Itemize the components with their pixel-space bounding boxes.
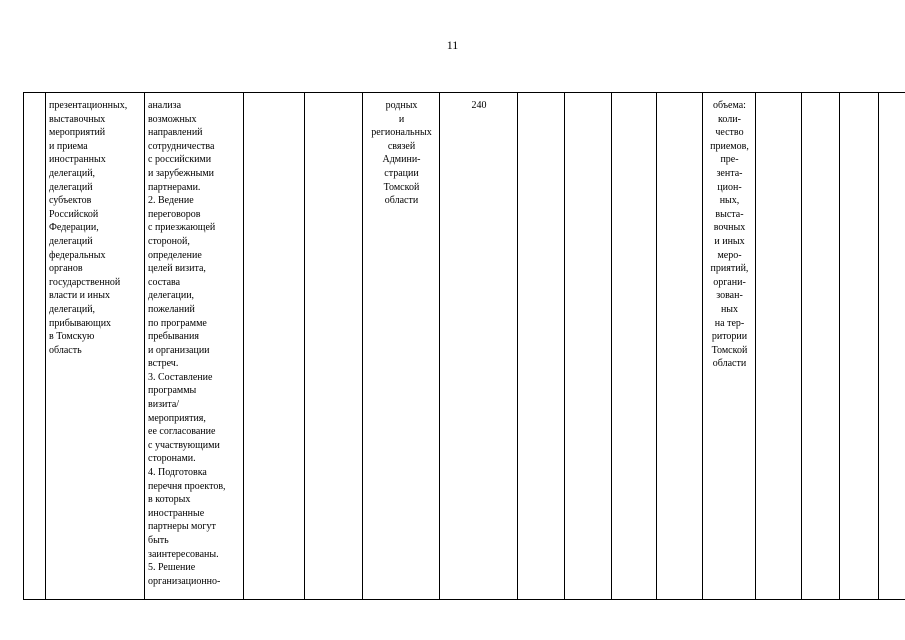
table-cell bbox=[244, 93, 305, 600]
table-cell bbox=[657, 93, 703, 600]
table-cell bbox=[802, 93, 840, 600]
table-cell bbox=[612, 93, 657, 600]
table-cell bbox=[518, 93, 565, 600]
table-row bbox=[24, 93, 905, 600]
table-cell bbox=[840, 93, 879, 600]
document-table bbox=[23, 92, 905, 600]
table-cell-amount: 240 bbox=[440, 93, 518, 600]
table-cell bbox=[879, 93, 905, 600]
table-cell-index bbox=[24, 93, 46, 600]
table-cell bbox=[756, 93, 802, 600]
page-number: 11 bbox=[446, 38, 459, 52]
table-cell-indicator: объема: коли- чество приемов, пре- зента- цион- ных, выста- вочных и иных меро- приятий, органи- зован- ных на тер- ритории Томской области bbox=[703, 93, 756, 600]
table-cell-steps: анализа возможных направлений сотрудничества с российскими и зарубежными партнерами. 2. Ведение переговоров с приезжающей стороной, определение целей визита, состава делегации, пожеланий по программе пребывания и организации встреч. 3. Составление программы визита/ мероприятия, ее согласование с участвующими сторонами. 4. Подготовка перечня проектов, в которых иностранные партнеры могут быть заинтересованы. 5. Решение организационно- bbox=[145, 93, 244, 600]
table-cell bbox=[565, 93, 612, 600]
table-cell-department: родных и региональных связей Админи- страции Томской области bbox=[363, 93, 440, 600]
table-cell bbox=[305, 93, 363, 600]
table-cell-activity: презентационных, выставочных мероприятий и приема иностранных делегаций, делегаций субъектов Российской Федерации, делегаций федеральных органов государственной власти и иных делегаций, прибывающих в Томскую область bbox=[46, 93, 145, 600]
